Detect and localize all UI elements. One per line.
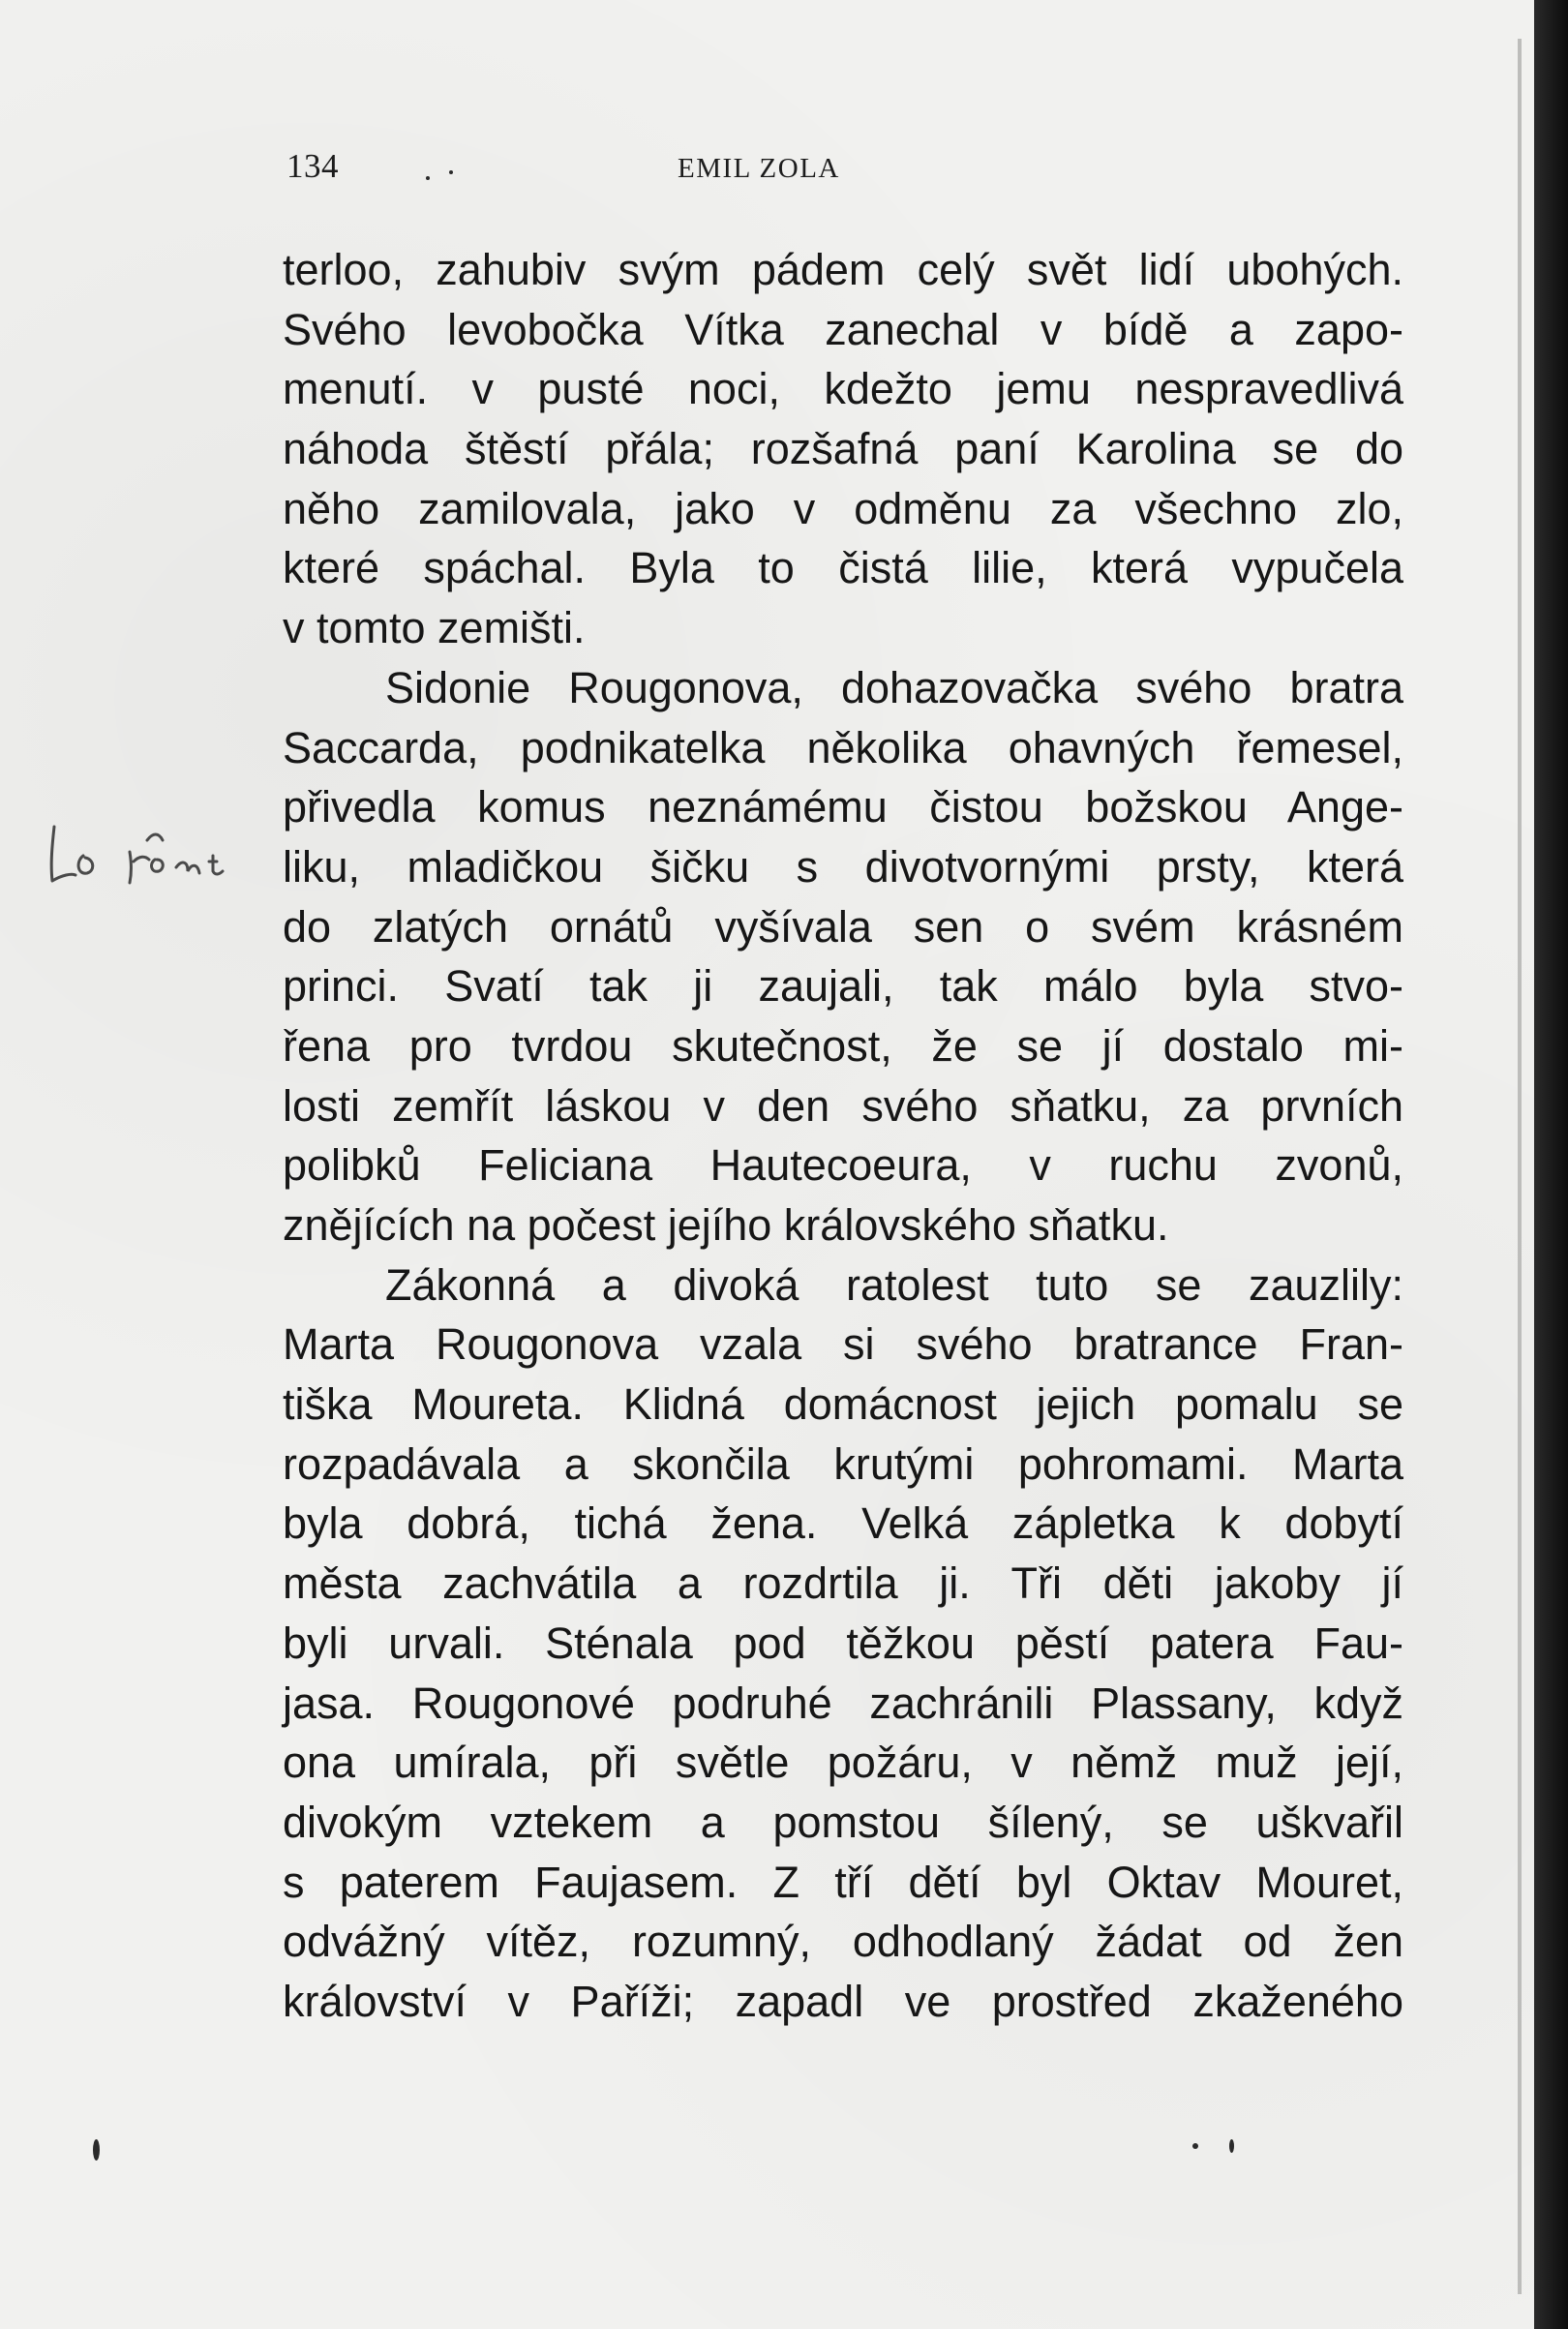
text-line: znějících na počest jejího královského sňatku. — [283, 1200, 1169, 1250]
text-line: losti zemřít láskou v den svého sňatku, za prvních — [283, 1080, 1403, 1131]
text-line: řena pro tvrdou skutečnost, že se jí dostalo mi- — [283, 1020, 1403, 1071]
ink-speck — [1192, 2143, 1198, 2149]
text-line: byli urvali. Sténala pod těžkou pěstí patera Fau- — [283, 1618, 1403, 1668]
ink-speck — [449, 170, 453, 174]
ink-speck — [1229, 2139, 1234, 2153]
handwritten-marginalia — [46, 813, 250, 891]
text-line: něho zamilovala, jako v odměnu za všechno zlo, — [283, 483, 1403, 533]
text-line: Zákonná a divoká ratolest tuto se zauzlily: — [385, 1259, 1403, 1310]
text-line: byla dobrá, tichá žena. Velká zápletka k dobytí — [283, 1498, 1403, 1549]
text-line: tiška Moureta. Klidná domácnost jejich pomalu se — [283, 1379, 1403, 1430]
running-head: EMIL ZOLA — [678, 153, 840, 184]
ink-speck — [426, 176, 430, 180]
text-line: rozpadávala a skončila krutými pohromami. Marta — [283, 1438, 1403, 1489]
page-number: 134 — [286, 147, 339, 185]
text-line: odvážný vítěz, rozumný, odhodlaný žádat od žen — [283, 1917, 1403, 1967]
scan-right-edge — [1534, 0, 1568, 2329]
text-line: princi. Svatí tak ji zaujali, tak málo byla stvo- — [283, 961, 1403, 1012]
text-line: jasa. Rougonové podruhé zachránili Plassany, když — [283, 1678, 1403, 1728]
body-text — [283, 240, 1403, 2032]
text-line: království v Paříži; zapadl ve prostřed zkaženého — [283, 1976, 1403, 2026]
text-line: Saccarda, podnikatelka několika ohavných řemesel, — [283, 722, 1403, 772]
text-line: do zlatých ornátů vyšívala sen o svém krásném — [283, 901, 1403, 952]
text-line: náhoda štěstí přála; rozšafná paní Karolina se do — [283, 424, 1403, 474]
text-line: které spáchal. Byla to čistá lilie, která vypučela — [283, 543, 1403, 593]
text-line: divokým vztekem a pomstou šílený, se uškvařil — [283, 1797, 1403, 1847]
page-edge-line — [1518, 39, 1522, 2294]
text-line: Marta Rougonova vzala si svého bratrance Fran- — [283, 1319, 1403, 1370]
ink-speck — [93, 2139, 100, 2161]
text-line: v tomto zemišti. — [283, 603, 586, 653]
text-line: přivedla komus neznámému čistou božskou Ange- — [283, 782, 1403, 832]
text-line: terloo, zahubiv svým pádem celý svět lidí ubohých. — [283, 245, 1403, 294]
text-line: Svého levobočka Vítka zanechal v bídě a zapo- — [283, 304, 1403, 354]
text-line: ona umírala, při světle požáru, v němž muž její, — [283, 1738, 1403, 1788]
text-line: s paterem Faujasem. Z tří dětí byl Oktav Mouret, — [283, 1857, 1403, 1907]
text-line: polibků Feliciana Hautecoeura, v ruchu zvonů, — [283, 1140, 1403, 1191]
text-line: Sidonie Rougonova, dohazovačka svého bratra — [385, 662, 1403, 712]
text-line: menutí. v pusté noci, kdežto jemu nespravedlivá — [283, 364, 1403, 414]
text-line: liku, mladičkou šičku s divotvornými prsty, která — [283, 841, 1403, 892]
text-line: města zachvátila a rozdrtila ji. Tři děti jakoby jí — [283, 1558, 1403, 1609]
